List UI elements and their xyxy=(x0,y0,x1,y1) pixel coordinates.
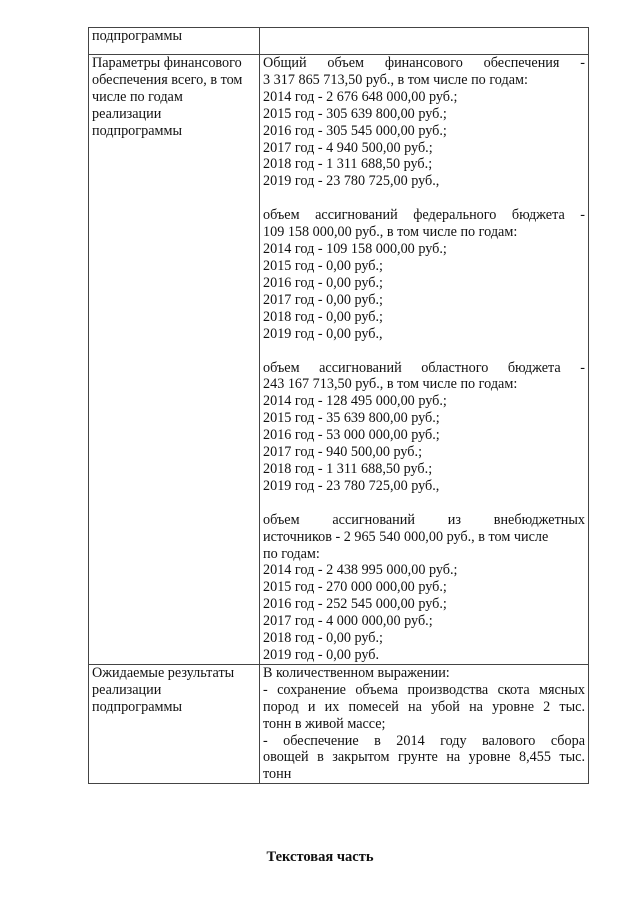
year-line: 2015 год - 270 000 000,00 руб.; xyxy=(263,579,447,596)
year-line: 2018 год - 1 311 688,50 руб.; xyxy=(263,156,433,173)
regional-budget-sum: 243 167 713,50 руб., в том числе по годам: xyxy=(263,376,518,393)
year-line: 2017 год - 4 940 500,00 руб.; xyxy=(263,139,433,156)
results-text-line: - обеспечение в 2014 году валового сбора xyxy=(263,732,585,749)
results-label-line: Ожидаемые результаты xyxy=(92,664,235,681)
results-text-line: пород и их помесей на убой на уровне 2 тыс. xyxy=(263,698,585,715)
year-line: 2015 год - 35 639 800,00 руб.; xyxy=(263,410,440,427)
year-line: 2019 год - 0,00 руб. xyxy=(263,647,380,663)
extrabudget-sum-tail: по годам: xyxy=(263,545,320,562)
results-label-line: подпрограммы xyxy=(92,698,182,715)
financing-label-cell xyxy=(89,55,260,665)
year-line: 2016 год - 0,00 руб.; xyxy=(263,274,384,291)
results-label-cell xyxy=(89,664,260,783)
total-financing-sum: 3 317 865 713,50 руб., в том числе по годам: xyxy=(263,71,528,88)
results-label-line: реализации xyxy=(92,681,162,698)
financing-label-line: реализации xyxy=(92,105,162,122)
table-row-expected-results xyxy=(89,664,589,783)
year-line: 2014 год - 128 495 000,00 руб.; xyxy=(263,393,447,410)
financing-label-line: подпрограммы xyxy=(92,122,182,139)
section-title: Текстовая часть xyxy=(266,849,374,865)
year-line: 2014 год - 2 438 995 000,00 руб.; xyxy=(263,562,458,579)
year-line: 2017 год - 940 500,00 руб.; xyxy=(263,444,423,461)
results-text-line: - сохранение объема производства скота мясных xyxy=(263,681,585,698)
regional-budget-heading: объем ассигнований областного бюджета - xyxy=(263,359,585,376)
year-line: 2018 год - 0,00 руб.; xyxy=(263,308,384,325)
year-line: 2019 год - 0,00 руб., xyxy=(263,325,383,342)
regional-budget-block xyxy=(263,360,585,495)
row-label-subprogram: подпрограммы xyxy=(92,28,182,44)
extrabudget-sum: источников - 2 965 540 000,00 руб., в том числе xyxy=(263,528,549,545)
financing-label-line: обеспечения всего, в том xyxy=(92,71,243,88)
financing-value-cell xyxy=(260,55,589,665)
year-line: 2016 год - 305 545 000,00 руб.; xyxy=(263,122,447,139)
extrabudget-block xyxy=(263,512,585,664)
table-row-financing xyxy=(89,55,589,665)
row-label-cell xyxy=(89,28,260,55)
federal-budget-heading: объем ассигнований федерального бюджета - xyxy=(263,207,585,224)
year-line: 2016 год - 53 000 000,00 руб.; xyxy=(263,427,440,444)
row-value-cell-empty xyxy=(260,28,589,55)
results-value-cell xyxy=(260,664,589,783)
year-line: 2015 год - 0,00 руб.; xyxy=(263,257,384,274)
table-row-header-continuation xyxy=(89,28,589,55)
federal-budget-block xyxy=(263,207,585,342)
year-line: 2016 год - 252 545 000,00 руб.; xyxy=(263,596,447,613)
year-line: 2014 год - 109 158 000,00 руб.; xyxy=(263,241,447,258)
total-financing-heading: Общий объем финансового обеспечения - xyxy=(263,55,585,71)
subprogram-passport-table xyxy=(88,27,589,784)
year-line: 2017 год - 0,00 руб.; xyxy=(263,291,384,308)
year-line: 2017 год - 4 000 000,00 руб.; xyxy=(263,613,433,630)
year-line: 2014 год - 2 676 648 000,00 руб.; xyxy=(263,88,458,105)
year-line: 2019 год - 23 780 725,00 руб., xyxy=(263,477,440,494)
year-line: 2015 год - 305 639 800,00 руб.; xyxy=(263,105,447,122)
year-line: 2019 год - 23 780 725,00 руб., xyxy=(263,173,440,190)
results-text-line: тонн xyxy=(263,766,292,783)
total-financing-block xyxy=(263,55,585,190)
results-text-line: тонн в живой массе; xyxy=(263,715,386,732)
financing-label-line: Параметры финансового xyxy=(92,55,242,71)
year-line: 2018 год - 1 311 688,50 руб.; xyxy=(263,460,433,477)
extrabudget-heading: объем ассигнований из внебюджетных xyxy=(263,511,585,528)
financing-label-line: числе по годам xyxy=(92,88,183,105)
results-text-line: овощей в закрытом грунте на уровне 8,455 тыс. xyxy=(263,749,585,766)
federal-budget-sum: 109 158 000,00 руб., в том числе по годам: xyxy=(263,224,518,241)
results-text-line: В количественном выражении: xyxy=(263,664,450,681)
year-line: 2018 год - 0,00 руб.; xyxy=(263,630,384,647)
